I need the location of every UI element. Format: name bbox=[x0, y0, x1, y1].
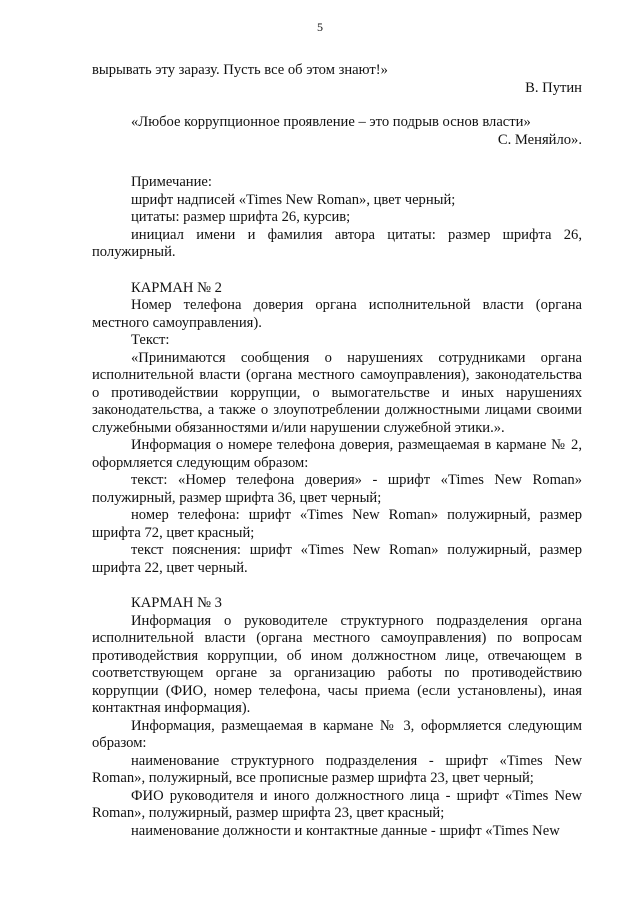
pocket2-item3: текст пояснения: шрифт «Times New Roman» полужирный, размер шрифта 22, цвет черный. bbox=[92, 542, 582, 576]
note-title: Примечание: bbox=[131, 174, 212, 190]
pocket2-title: КАРМАН № 2 bbox=[131, 279, 222, 296]
pocket3-item3: наименование должности и контактные данные - шрифт «Times New bbox=[131, 822, 560, 839]
pocket3-desc: Информация о руководителе структурного подразделения органа исполнительной власти (органа местного самоуправления) по вопросам противодействия коррупции, об ином должностном лице, отвечающем в соответствующем органе за организацию работы по противодействию коррупции (ФИО, номер телефона, часы приема (если установлены), иная контактная информация). bbox=[92, 612, 582, 716]
pocket3-item1: наименование структурного подразделения - шрифт «Times New Roman», полужирный, все прописные размер шрифта 23, цвет черный; bbox=[92, 752, 582, 786]
quote-menyailo: «Любое коррупционное проявление – это подрыв основ власти» bbox=[131, 114, 531, 130]
pocket2-info: Информация о номере телефона доверия, размещаемая в кармане № 2, оформляется следующим образом: bbox=[92, 437, 582, 471]
note-quotes: цитаты: размер шрифта 26, курсив; bbox=[131, 209, 351, 225]
pocket2-text-label: Текст: bbox=[131, 332, 170, 348]
pocket2-item2: номер телефона: шрифт «Times New Roman» полужирный, размер шрифта 72, цвет красный; bbox=[92, 507, 582, 541]
pocket2-text: «Принимаются сообщения о нарушениях сотрудниками органа исполнительной власти (органа местного самоуправления), законодательства о противодействии коррупции, о вымогательстве и иных нарушениях законодательства, а также о злоупотреблении должностными лицами своими служебными обязанностями и/или нарушении служебной этики.». bbox=[92, 349, 582, 436]
page-number: 5 bbox=[317, 20, 323, 34]
pocket3-title: КАРМАН № 3 bbox=[131, 595, 222, 611]
note-font: шрифт надписей «Times New Roman», цвет черный; bbox=[131, 191, 456, 208]
pocket3-info: Информация, размещаемая в кармане № 3, оформляется следующим образом: bbox=[92, 717, 582, 751]
author-menyailo: С. Меняйло». bbox=[497, 131, 582, 148]
pocket3-item2: ФИО руководителя и иного должностного лица - шрифт «Times New Roman», полужирный, размер шрифта 23, цвет красный; bbox=[92, 787, 582, 821]
note-initials: инициал имени и фамилия автора цитаты: размер шрифта 26, полужирный. bbox=[92, 226, 582, 260]
pocket2-desc: Номер телефона доверия органа исполнительной власти (органа местного самоуправления). bbox=[92, 297, 582, 331]
author-putin: В. Путин bbox=[525, 79, 582, 96]
document-body bbox=[92, 62, 582, 840]
pocket2-item1: текст: «Номер телефона доверия» - шрифт «Times New Roman» полужирный, размер шрифта 36, цвет черный; bbox=[92, 472, 582, 506]
quote-end: вырывать эту заразу. Пусть все об этом знают!» bbox=[92, 62, 388, 78]
